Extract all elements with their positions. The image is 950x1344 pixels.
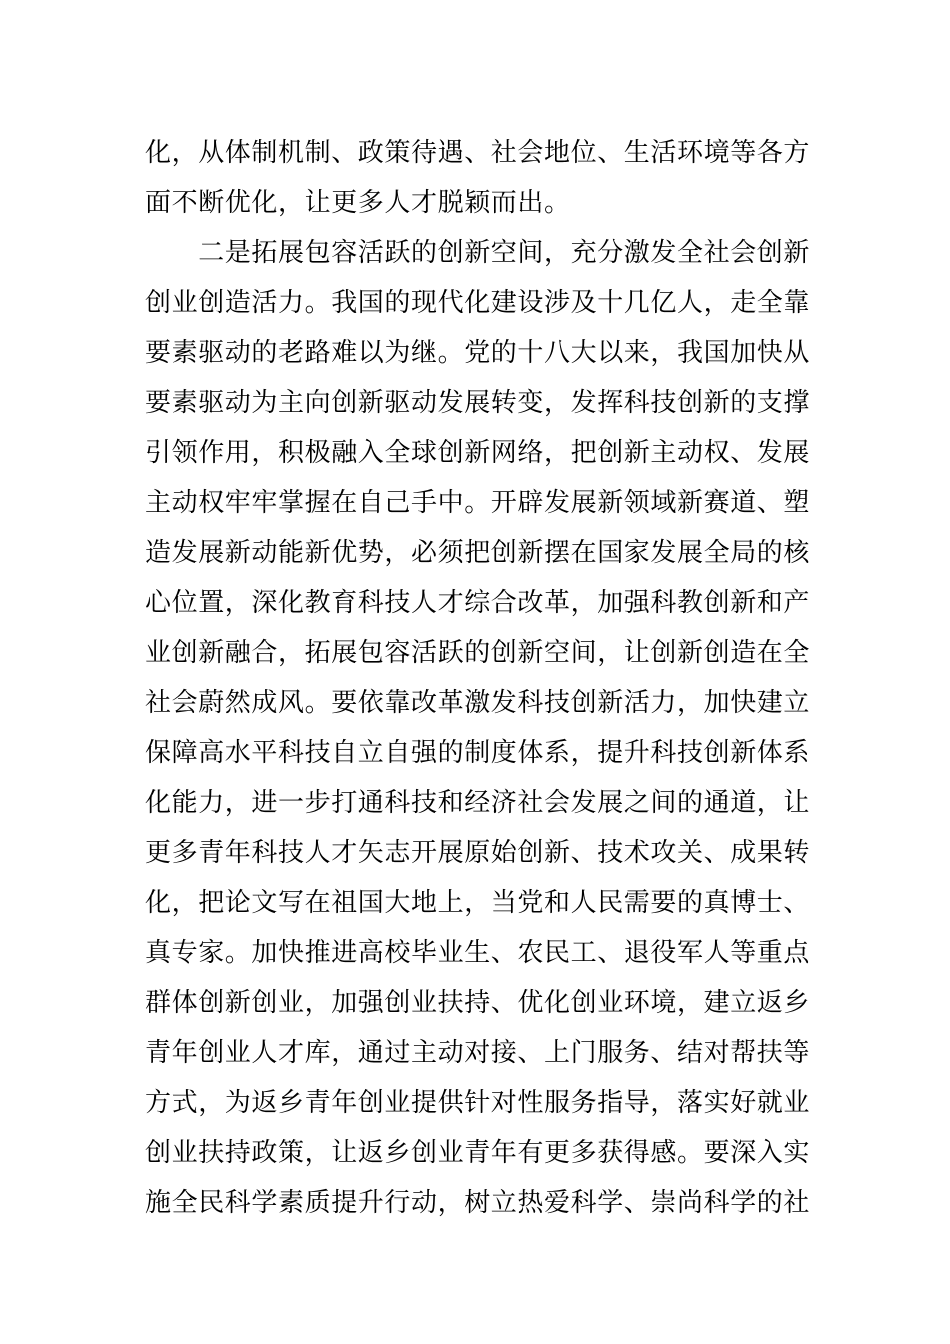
text-line: 社会蔚然成风。要依靠改革激发科技创新活力，加快建立 — [145, 688, 811, 718]
text-line: 方式，为返乡青年创业提供针对性服务指导，落实好就业 — [145, 1088, 811, 1118]
text-line: 施全民科学素质提升行动，树立热爱科学、崇尚科学的社 — [145, 1188, 811, 1218]
text-line: 化能力，进一步打通科技和经济社会发展之间的通道，让 — [145, 788, 811, 818]
text-line: 造发展新动能新优势，必须把创新摆在国家发展全局的核 — [145, 538, 811, 568]
paragraph-start-line: 二是拓展包容活跃的创新空间，充分激发全社会创新 — [145, 238, 811, 268]
text-line: 要素驱动为主向创新驱动发展转变，发挥科技创新的支撑 — [145, 388, 811, 418]
text-line: 青年创业人才库，通过主动对接、上门服务、结对帮扶等 — [145, 1038, 811, 1068]
text-line: 引领作用，积极融入全球创新网络，把创新主动权、发展 — [145, 438, 811, 468]
text-line: 心位置，深化教育科技人才综合改革，加强科教创新和产 — [145, 588, 811, 618]
text-line: 化，从体制机制、政策待遇、社会地位、生活环境等各方 — [145, 138, 811, 168]
text-line: 保障高水平科技自立自强的制度体系，提升科技创新体系 — [145, 738, 811, 768]
text-line: 更多青年科技人才矢志开展原始创新、技术攻关、成果转 — [145, 838, 811, 868]
text-line: 群体创新创业，加强创业扶持、优化创业环境，建立返乡 — [145, 988, 811, 1018]
text-line: 主动权牢牢掌握在自己手中。开辟发展新领域新赛道、塑 — [145, 488, 811, 518]
text-line: 创业创造活力。我国的现代化建设涉及十几亿人，走全靠 — [145, 288, 811, 318]
text-line: 化，把论文写在祖国大地上，当党和人民需要的真博士、 — [145, 888, 811, 918]
text-line: 要素驱动的老路难以为继。党的十八大以来，我国加快从 — [145, 338, 811, 368]
text-line: 面不断优化，让更多人才脱颖而出。 — [145, 188, 571, 218]
text-line: 创业扶持政策，让返乡创业青年有更多获得感。要深入实 — [145, 1138, 811, 1168]
text-line: 业创新融合，拓展包容活跃的创新空间，让创新创造在全 — [145, 638, 811, 668]
text-line: 真专家。加快推进高校毕业生、农民工、退役军人等重点 — [145, 938, 811, 968]
